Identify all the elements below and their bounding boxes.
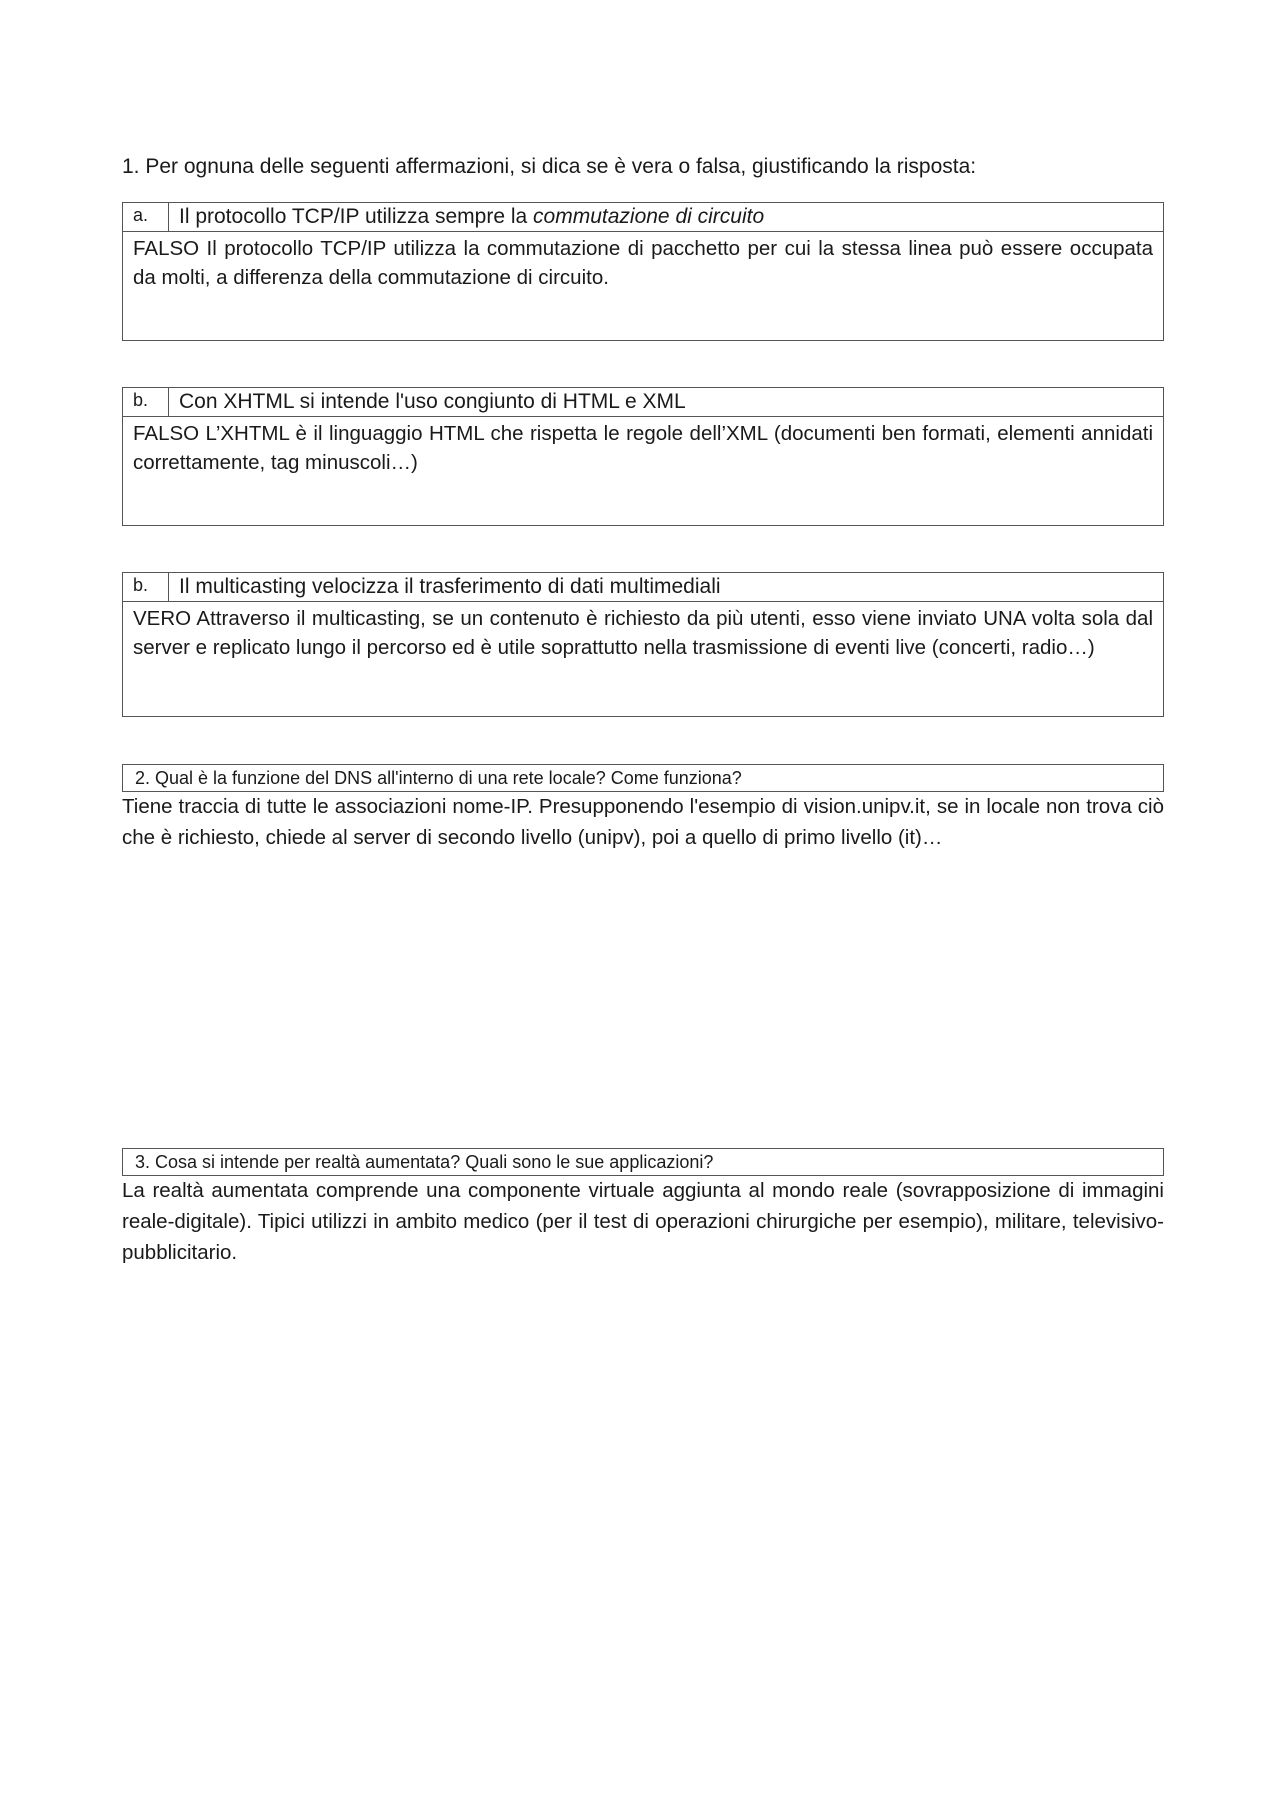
statement-answer: FALSO Il protocollo TCP/IP utilizza la commutazione di pacchetto per cui la stessa linea può essere occupata da molti, a differenza della commutazione di circuito. bbox=[133, 237, 1153, 289]
statement-text bbox=[169, 203, 764, 231]
statement-letter: a. bbox=[123, 203, 169, 231]
statement-letter: b. bbox=[123, 573, 169, 601]
statement-header bbox=[123, 573, 1163, 602]
statement-box-a bbox=[122, 202, 1164, 341]
statement-box-c bbox=[122, 572, 1164, 717]
statement-letter: b. bbox=[123, 388, 169, 416]
statement-header bbox=[123, 203, 1163, 232]
statement-box-b bbox=[122, 387, 1164, 526]
statement-text-italic: commutazione di circuito bbox=[533, 205, 765, 228]
statement-text: Con XHTML si intende l'uso congiunto di HTML e XML bbox=[179, 390, 686, 413]
statement-text: Il multicasting velocizza il trasferimento di dati multimediali bbox=[179, 575, 721, 598]
section1-heading: 1. Per ognuna delle seguenti affermazioni, si dica se è vera o falsa, giustificando la risposta: bbox=[122, 155, 977, 178]
question-2-answer: Tiene traccia di tutte le associazioni nome-IP. Presupponendo l'esempio di vision.unipv.it, se in locale non trova ciò che è richiesto, chiede al server di secondo livello (unipv), poi a quello di primo livello (it)… bbox=[122, 795, 1164, 849]
question-2-box: 2. Qual è la funzione del DNS all'interno di una rete locale? Come funziona? bbox=[122, 764, 1164, 792]
statement-text-plain: Il protocollo TCP/IP utilizza sempre la bbox=[179, 205, 534, 228]
statement-answer: FALSO L’XHTML è il linguaggio HTML che rispetta le regole dell’XML (documenti ben formati, elementi annidati correttamente, tag minuscoli…) bbox=[133, 422, 1153, 474]
statement-header bbox=[123, 388, 1163, 417]
statement-answer: VERO Attraverso il multicasting, se un contenuto è richiesto da più utenti, esso viene inviato UNA volta sola dal server e replicato lungo il percorso ed è utile soprattutto nella trasmissione di eventi live (concerti, radio…) bbox=[133, 607, 1153, 659]
question-3-box: 3. Cosa si intende per realtà aumentata? Quali sono le sue applicazioni? bbox=[122, 1148, 1164, 1176]
question-3-answer: La realtà aumentata comprende una componente virtuale aggiunta al mondo reale (sovrapposizione di immagini reale-digitale). Tipici utilizzi in ambito medico (per il test di operazioni chirurgiche per esempio), militare, televisivo-pubblicitario. bbox=[122, 1179, 1164, 1264]
